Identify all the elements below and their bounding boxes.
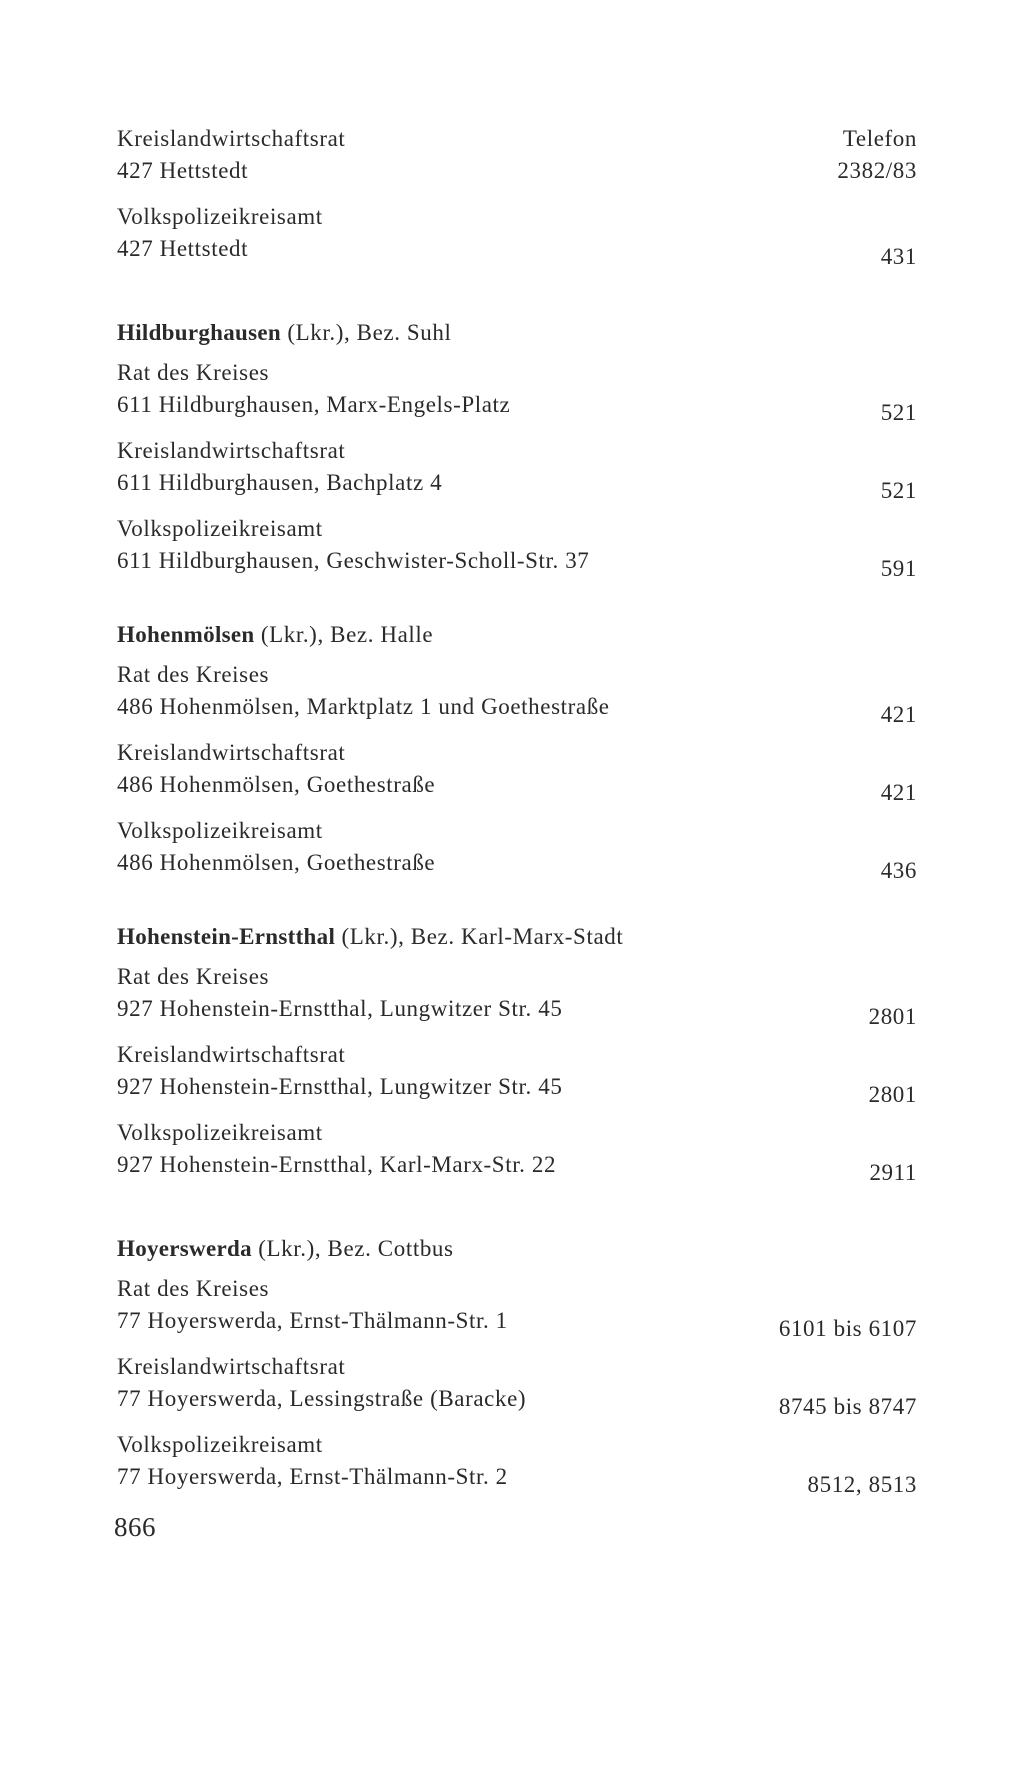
section-spacer [117,592,917,618]
directory-entry [117,738,917,816]
office-name: Rat des Kreises [117,360,270,385]
directory-entry [117,514,917,592]
office-phone: 6101 bis 6107 [778,1316,917,1341]
directory-entry [117,1118,917,1196]
office-phone: 8512, 8513 [807,1472,917,1497]
office-address: 77 Hoyerswerda, Ernst-Thälmann-Str. 1 [117,1308,508,1333]
directory-entry [117,1274,917,1352]
office-name: Volkspolizeikreisamt [117,516,323,541]
district-heading [117,316,917,358]
directory-entry [117,1040,917,1118]
office-phone: 436 [880,858,917,883]
district-heading [117,920,917,962]
district-name: Hildburghausen [117,320,281,345]
directory-entry [117,962,917,1040]
district-name: Hoyerswerda [117,1236,252,1261]
office-address: 427 Hettstedt [117,158,249,183]
office-address: 77 Hoyerswerda, Ernst-Thälmann-Str. 2 [117,1464,508,1489]
office-phone: 421 [880,780,917,805]
office-address: 486 Hohenmölsen, Goethestraße [117,850,436,875]
page-number: 866 [114,1512,156,1542]
office-address: 611 Hildburghausen, Geschwister-Scholl-Str. 37 [117,548,590,573]
district-suffix: (Lkr.), Bez. Halle [254,622,434,647]
office-name: Kreislandwirtschaftsrat [117,1354,346,1379]
directory-entry [117,202,917,280]
phone-column-header: Telefon [842,126,917,151]
office-name: Kreislandwirtschaftsrat [117,740,346,765]
office-name: Kreislandwirtschaftsrat [117,438,346,463]
office-phone: 521 [880,478,917,503]
district-name: Hohenstein-Ernstthal [117,924,336,949]
district-suffix: (Lkr.), Bez. Cottbus [251,1236,454,1261]
office-name: Volkspolizeikreisamt [117,1432,323,1457]
directory-entry [117,660,917,738]
office-phone: 8745 bis 8747 [778,1394,917,1419]
office-address: 927 Hohenstein-Ernstthal, Lungwitzer Str. 45 [117,1074,563,1099]
office-phone: 2801 [868,1004,917,1029]
section-spacer [117,1196,917,1232]
directory-entry [117,1430,917,1508]
office-phone: 521 [880,400,917,425]
office-address: 77 Hoyerswerda, Lessingstraße (Baracke) [117,1386,527,1411]
district-heading [117,618,917,660]
office-name: Kreislandwirtschaftsrat [117,1042,346,1067]
office-name: Rat des Kreises [117,964,270,989]
office-phone: 421 [880,702,917,727]
office-name: Rat des Kreises [117,662,270,687]
directory-entry [117,436,917,514]
district-name: Hohenmölsen [117,622,255,647]
office-phone: 2382/83 [837,158,917,183]
office-address: 611 Hildburghausen, Marx-Engels-Platz [117,392,511,417]
office-address: 427 Hettstedt [117,236,249,261]
district-suffix: (Lkr.), Bez. Suhl [281,320,452,345]
section-spacer [117,280,917,316]
office-name: Rat des Kreises [117,1276,270,1301]
directory-entry [117,816,917,894]
office-address: 486 Hohenmölsen, Marktplatz 1 und Goethestraße [117,694,610,719]
office-address: 927 Hohenstein-Ernstthal, Karl-Marx-Str. 22 [117,1152,557,1177]
section-spacer [117,894,917,920]
office-phone: 431 [880,244,917,269]
office-address: 486 Hohenmölsen, Goethestraße [117,772,436,797]
district-suffix: (Lkr.), Bez. Karl-Marx-Stadt [335,924,624,949]
office-name: Volkspolizeikreisamt [117,1120,323,1145]
directory-entry [117,124,917,202]
office-name: Volkspolizeikreisamt [117,818,323,843]
office-phone: 591 [880,556,917,581]
district-heading [117,1232,917,1274]
office-name: Kreislandwirtschaftsrat [117,126,346,151]
office-address: 611 Hildburghausen, Bachplatz 4 [117,470,443,495]
office-address: 927 Hohenstein-Ernstthal, Lungwitzer Str. 45 [117,996,563,1021]
directory-page [117,124,917,1508]
directory-entry [117,358,917,436]
directory-entry [117,1352,917,1430]
office-phone: 2911 [869,1160,917,1185]
office-name: Volkspolizeikreisamt [117,204,323,229]
office-phone: 2801 [868,1082,917,1107]
